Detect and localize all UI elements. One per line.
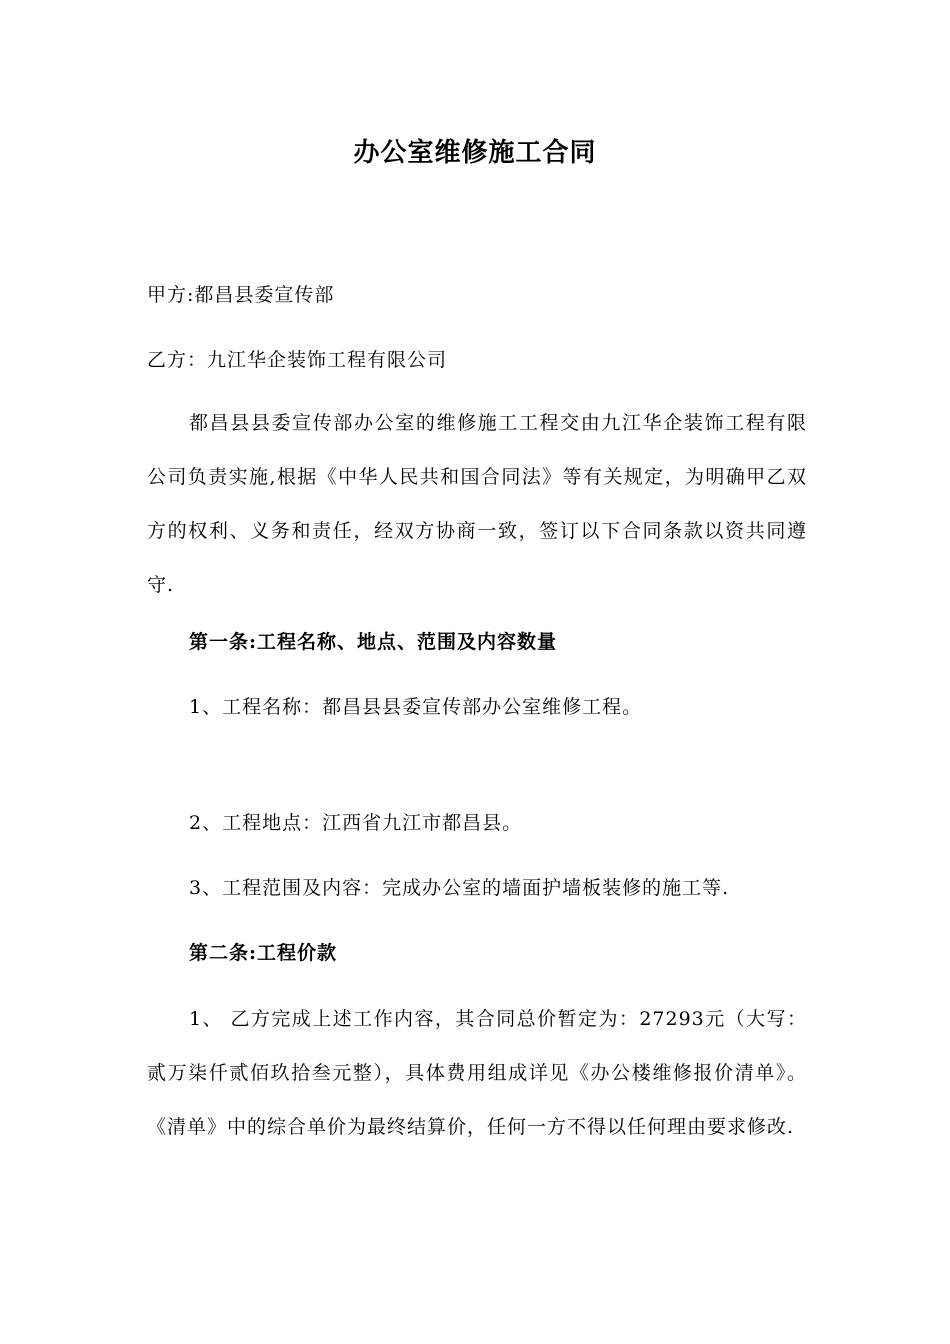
article-2-heading: 第二条:工程价款 — [189, 942, 338, 964]
article-1-item-2: 2、工程地点：江西省九江市都昌县。 — [189, 812, 523, 834]
party-a: 甲方:都昌县委宣传部 — [147, 284, 335, 306]
party-b: 乙方：九江华企装饰工程有限公司 — [147, 349, 448, 371]
article-1-item-1: 1、工程名称：都昌县县委宣传部办公室维修工程。 — [189, 696, 643, 718]
intro-paragraph: 都昌县县委宣传部办公室的维修施工工程交由九江华企装饰工程有限公司负责实施,根据《中华人民共和国合同法》等有关规定，为明确甲乙双方的权利、义务和责任，经双方协商一致，签订以下合同条款以资共同遵守. — [147, 412, 807, 596]
document-title: 办公室维修施工合同 — [353, 138, 597, 168]
article-1-heading: 第一条:工程名称、地点、范围及内容数量 — [189, 631, 558, 653]
article-2-item-1: 1、 乙方完成上述工作内容，其合同总价暂定为：27293元（大写：贰万柒仟贰佰玖拾叁元整），具体费用组成详见《办公楼维修报价清单》。《清单》中的综合单价为最终结算价，任何一方不得以任何理由要求修改. — [147, 1008, 807, 1138]
article-1-item-3: 3、工程范围及内容：完成办公室的墙面护墙板装修的施工等. — [189, 877, 730, 899]
